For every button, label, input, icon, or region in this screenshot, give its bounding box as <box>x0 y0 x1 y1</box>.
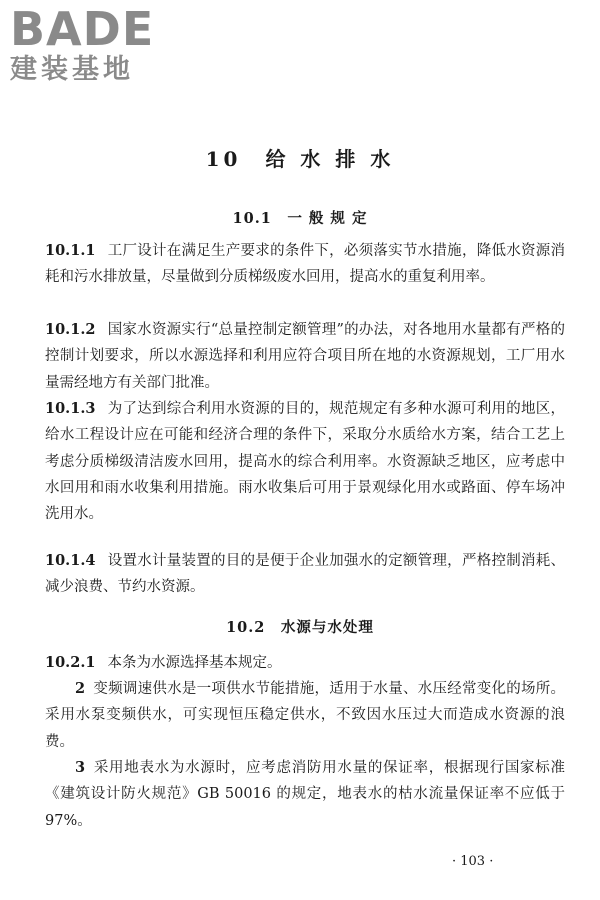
logo <box>10 2 180 86</box>
paragraph-10-1-4 <box>45 548 565 601</box>
paragraph-10-1-1 <box>45 238 565 291</box>
clause-number: 10.1.4 <box>45 552 96 569</box>
clause-text: 为了达到综合利用水资源的目的，规范规定有多种水源可利用的地区，给水工程设计应在可能和经济合理的条件下，采取分水质给水方案，结合工艺上考虑分质梯级清洁废水回用，提高水的综合利用率。水资源缺乏地区，应考虑中水回用和雨水收集利用措施。雨水收集后可用于景观绿化用水或路面、停车场冲洗用水。 <box>45 401 565 523</box>
item-number: 3 <box>75 759 86 776</box>
section-title-10-2: 10.2 水源与水处理 <box>226 619 374 636</box>
logo-brand: BADE <box>10 2 155 56</box>
clause-text: 国家水资源实行“总量控制定额管理”的办法，对各地用水量都有严格的控制计划要求，所以水源选择和利用应符合项目所在地的水资源规划，工厂用水量需经地方有关部门批准。 <box>45 322 565 391</box>
clause-text: 工厂设计在满足生产要求的条件下，必须落实节水措施，降低水资源消耗和污水排放量，尽量做到分质梯级废水回用，提高水的重复利用率。 <box>45 243 565 286</box>
clause-number: 10.2.1 <box>45 654 96 671</box>
clause-number: 10.1.1 <box>45 242 96 259</box>
section-title-10-1: 10.1 一 般 规 定 <box>232 210 368 227</box>
item-text: 采用地表水为水源时，应考虑消防用水量的保证率，根据现行国家标准《建筑设计防火规范》GB 50016 的规定，地表水的枯水流量保证率不应低于 97%。 <box>45 760 565 829</box>
logo-subtitle: 建装基地 <box>10 54 134 85</box>
clause-number: 10.1.3 <box>45 400 96 417</box>
page-number: · 103 · <box>452 854 494 869</box>
item-text: 变频调速供水是一项供水节能措施，适用于水量、水压经常变化的场所。采用水泵变频供水，可实现恒压稳定供水，不致因水压过大而造成水资源的浪费。 <box>45 681 565 750</box>
paragraph-10-2-1-item-3 <box>45 755 565 834</box>
paragraph-10-2-1 <box>45 650 565 676</box>
clause-text: 本条为水源选择基本规定。 <box>107 655 282 671</box>
paragraph-10-2-1-item-2 <box>45 676 565 755</box>
chapter-title: 10 给 水 排 水 <box>205 147 395 171</box>
paragraph-10-1-2 <box>45 317 565 396</box>
clause-text: 设置水计量装置的目的是便于企业加强水的定额管理，严格控制消耗、减少浪费、节约水资源。 <box>45 553 565 596</box>
item-number: 2 <box>75 680 86 697</box>
clause-number: 10.1.2 <box>45 321 96 338</box>
paragraph-10-1-3 <box>45 396 565 527</box>
